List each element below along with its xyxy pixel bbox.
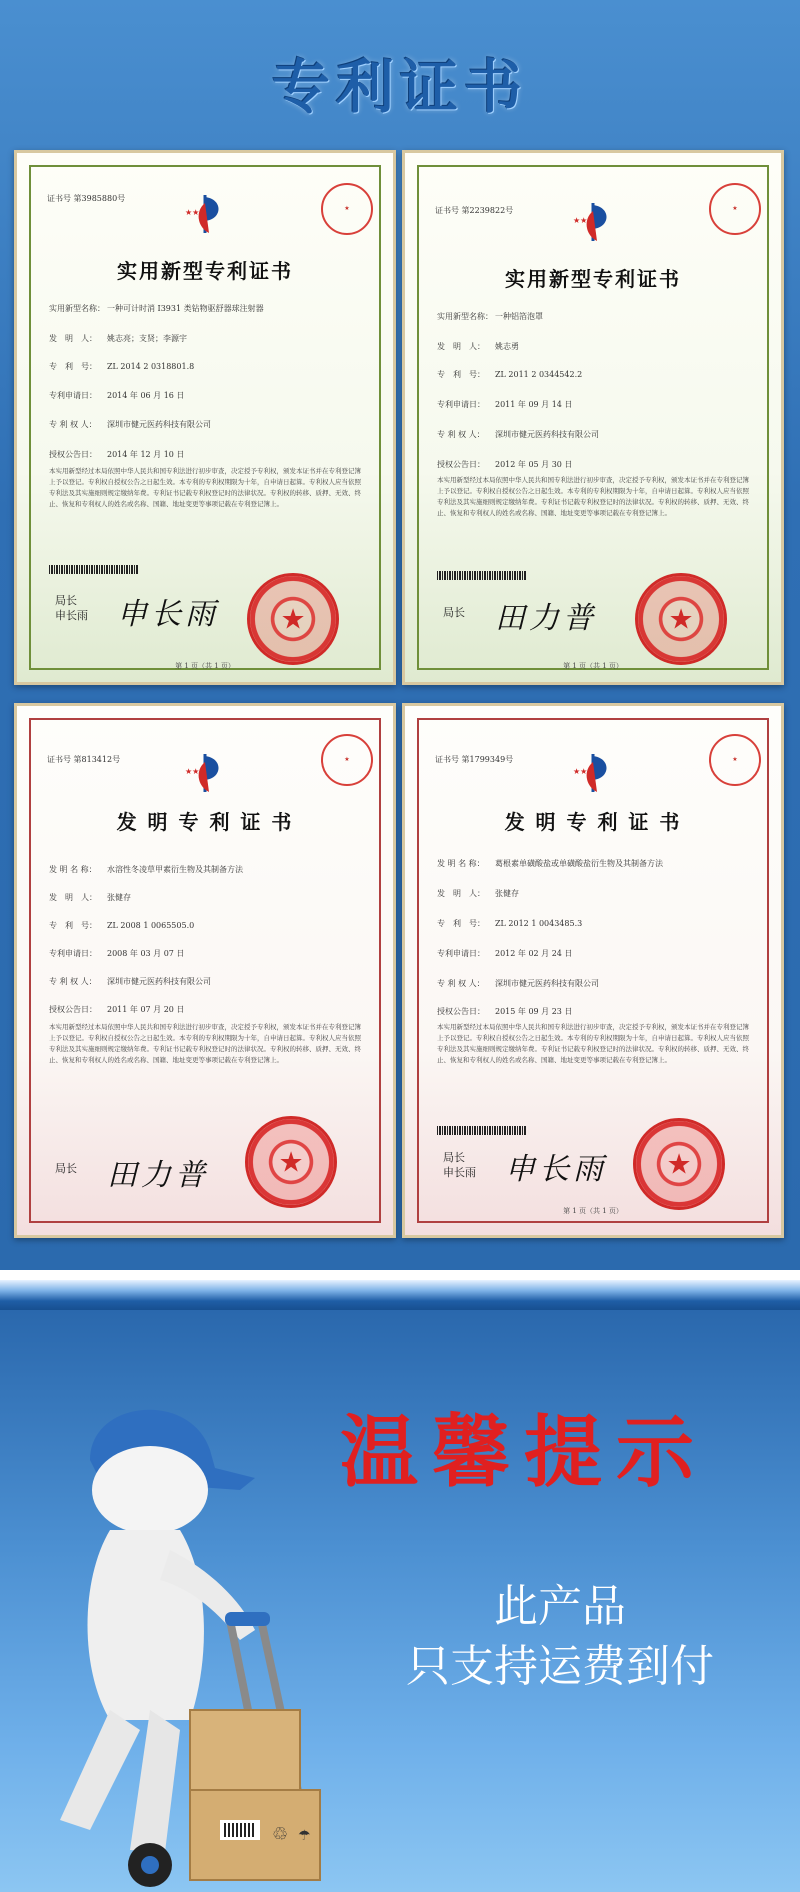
certificate-number: 证书号 第1799349号 (435, 755, 514, 764)
field-patent-no: 专 利 号： ZL 2012 1 0043485.3 (437, 919, 583, 928)
certificate-body-text: 本实用新型经过本局依照中华人民共和国专利法进行初步审查，决定授予专利权，颁发本证书并在专利登记簿上予以登记。专利权自授权公告之日起生效。本专利的专利权期限为十年，自申请日起算。专利权人应当依照专利法及其实施细则规定缴纳年费。专利证书记载专利权登记时的法律状况。专利权的转移、质押、无效、终止、恢复和专利权人的姓名或名称、国籍、地址变更等事项记载在专利登记簿上。 (49, 1023, 361, 1064)
certificate-3 (14, 703, 396, 1238)
notice-section (0, 1310, 800, 1892)
field-inventor: 发 明 人： 张健存 (49, 893, 131, 902)
chief-label: 局长 (443, 606, 465, 619)
field-patent-no: 专 利 号： ZL 2014 2 0318801.8 (49, 362, 195, 371)
section-divider (0, 1280, 800, 1310)
field-grant-date: 授权公告日： 2014 年 12 月 10 日 (49, 450, 185, 459)
field-name: 实用新型名称： 一种铝箔泡罩 (437, 312, 543, 321)
field-patentee: 专 利 权 人： 深圳市健元医药科技有限公司 (49, 977, 211, 986)
chief-label: 局长 申长雨 (55, 594, 88, 622)
certificate-1 (14, 150, 396, 685)
certificate-number: 证书号 第2239822号 (435, 206, 514, 215)
field-patentee: 专 利 权 人： 深圳市健元医药科技有限公司 (437, 979, 599, 988)
signature-image: 申长雨 (505, 1152, 607, 1187)
notice-title: 温馨提示 (340, 1408, 709, 1498)
official-seal-icon: ★ (635, 573, 727, 665)
official-seal-icon: ★ (247, 573, 339, 665)
chief-label: 局长 (55, 1162, 77, 1175)
barcode (437, 571, 527, 580)
divider-gap (0, 1270, 800, 1280)
delivery-figure-icon (40, 1350, 360, 1890)
field-patentee: 专 利 权 人： 深圳市健元医药科技有限公司 (49, 420, 211, 429)
field-inventor: 发 明 人： 姚志勇 (437, 342, 519, 351)
field-name: 实用新型名称： 一种可计时消 I3931 类钻物驱舒器球注射器 (49, 304, 264, 313)
notice-line-2: 只支持运费到付 (406, 1641, 714, 1692)
field-patent-no: 专 利 号： ZL 2008 1 0065505.0 (49, 921, 195, 930)
certificate-2 (402, 150, 784, 685)
certificate-body-text: 本实用新型经过本局依照中华人民共和国专利法进行初步审查，决定授予专利权，颁发本证书并在专利登记簿上予以登记。专利权自授权公告之日起生效。本专利的专利权期限为十年，自申请日起算。专利权人应当依照专利法及其实施细则规定缴纳年费。专利证书记载专利权登记时的法律状况。专利权的转移、质押、无效、终止、恢复和专利权人的姓名或名称、国籍、地址变更等事项记载在专利登记簿上。 (437, 1023, 749, 1064)
svg-text:★★: ★★ (185, 767, 200, 776)
patent-office-emblem-icon (179, 752, 231, 796)
field-name: 发 明 名 称： 葛根素单磺酸盐或单磺酸盐衍生物及其制备方法 (437, 859, 663, 868)
field-filing-date: 专利申请日： 2014 年 06 月 16 日 (49, 391, 185, 400)
official-seal-icon: ★ (633, 1118, 725, 1210)
certificate-4 (402, 703, 784, 1238)
patent-office-emblem-icon (567, 201, 619, 245)
svg-text:★★: ★★ (185, 208, 200, 217)
field-name: 发 明 名 称： 水溶性冬凌草甲素衍生物及其制备方法 (49, 865, 243, 874)
signature-image: 田力普 (107, 1158, 209, 1193)
certificate-title: 实用新型专利证书 (505, 267, 681, 291)
notice-line-1: 此产品 (494, 1581, 626, 1632)
certificate-body-text: 本实用新型经过本局依照中华人民共和国专利法进行初步审查，决定授予专利权，颁发本证书并在专利登记簿上予以登记。专利权自授权公告之日起生效。本专利的专利权期限为十年，自申请日起算。专利权人应当依照专利法及其实施细则规定缴纳年费。专利证书记载专利权登记时的法律状况。专利权的转移、质押、无效、终止、恢复和专利权人的姓名或名称、国籍、地址变更等事项记载在专利登记簿上。 (49, 467, 361, 508)
seal-icon: ★ (321, 183, 373, 235)
field-inventor: 发 明 人： 姚志亮；支贤；李源宇 (49, 334, 187, 343)
patent-office-emblem-icon (567, 752, 619, 796)
field-inventor: 发 明 人： 张健存 (437, 889, 519, 898)
signature-image: 申长雨 (117, 597, 219, 632)
svg-text:★★: ★★ (573, 767, 588, 776)
barcode (437, 1126, 527, 1135)
page-number: 第 1 页（共 1 页） (563, 662, 623, 670)
field-grant-date: 授权公告日： 2015 年 09 月 23 日 (437, 1007, 573, 1016)
page-number: 第 1 页（共 1 页） (563, 1207, 623, 1215)
page-title: 专利证书 (271, 53, 528, 121)
svg-text:♲: ♲ (272, 1824, 289, 1845)
certificate-number: 证书号 第813412号 (47, 755, 121, 764)
seal-icon: ★ (321, 734, 373, 786)
barcode (49, 565, 139, 574)
seal-icon: ★ (709, 183, 761, 235)
svg-text:☂: ☂ (298, 1828, 311, 1844)
chief-label: 局长 申长雨 (443, 1151, 476, 1179)
field-filing-date: 专利申请日： 2012 年 02 月 24 日 (437, 949, 573, 958)
certificate-title: 发 明 专 利 证 书 (116, 810, 294, 834)
page-number: 第 1 页（共 1 页） (175, 662, 235, 670)
field-filing-date: 专利申请日： 2011 年 09 月 14 日 (437, 400, 573, 409)
certificate-title: 发 明 专 利 证 书 (504, 810, 682, 834)
certificate-number: 证书号 第3985880号 (47, 194, 126, 203)
field-grant-date: 授权公告日： 2011 年 07 月 20 日 (49, 1005, 185, 1014)
field-grant-date: 授权公告日： 2012 年 05 月 30 日 (437, 460, 573, 469)
svg-text:★★: ★★ (573, 216, 588, 225)
field-patent-no: 专 利 号： ZL 2011 2 0344542.2 (437, 370, 583, 379)
field-filing-date: 专利申请日： 2008 年 03 月 07 日 (49, 949, 185, 958)
signature-image: 田力普 (495, 601, 597, 636)
field-patentee: 专 利 权 人： 深圳市健元医药科技有限公司 (437, 430, 599, 439)
seal-icon: ★ (709, 734, 761, 786)
certificate-title: 实用新型专利证书 (117, 259, 293, 283)
certificate-body-text: 本实用新型经过本局依照中华人民共和国专利法进行初步审查，决定授予专利权，颁发本证书并在专利登记簿上予以登记。专利权自授权公告之日起生效。本专利的专利权期限为十年，自申请日起算。专利权人应当依照专利法及其实施细则规定缴纳年费。专利证书记载专利权登记时的法律状况。专利权的转移、质押、无效、终止、恢复和专利权人的姓名或名称、国籍、地址变更等事项记载在专利登记簿上。 (437, 476, 749, 517)
patent-office-emblem-icon (179, 193, 231, 237)
official-seal-icon: ★ (245, 1116, 337, 1208)
